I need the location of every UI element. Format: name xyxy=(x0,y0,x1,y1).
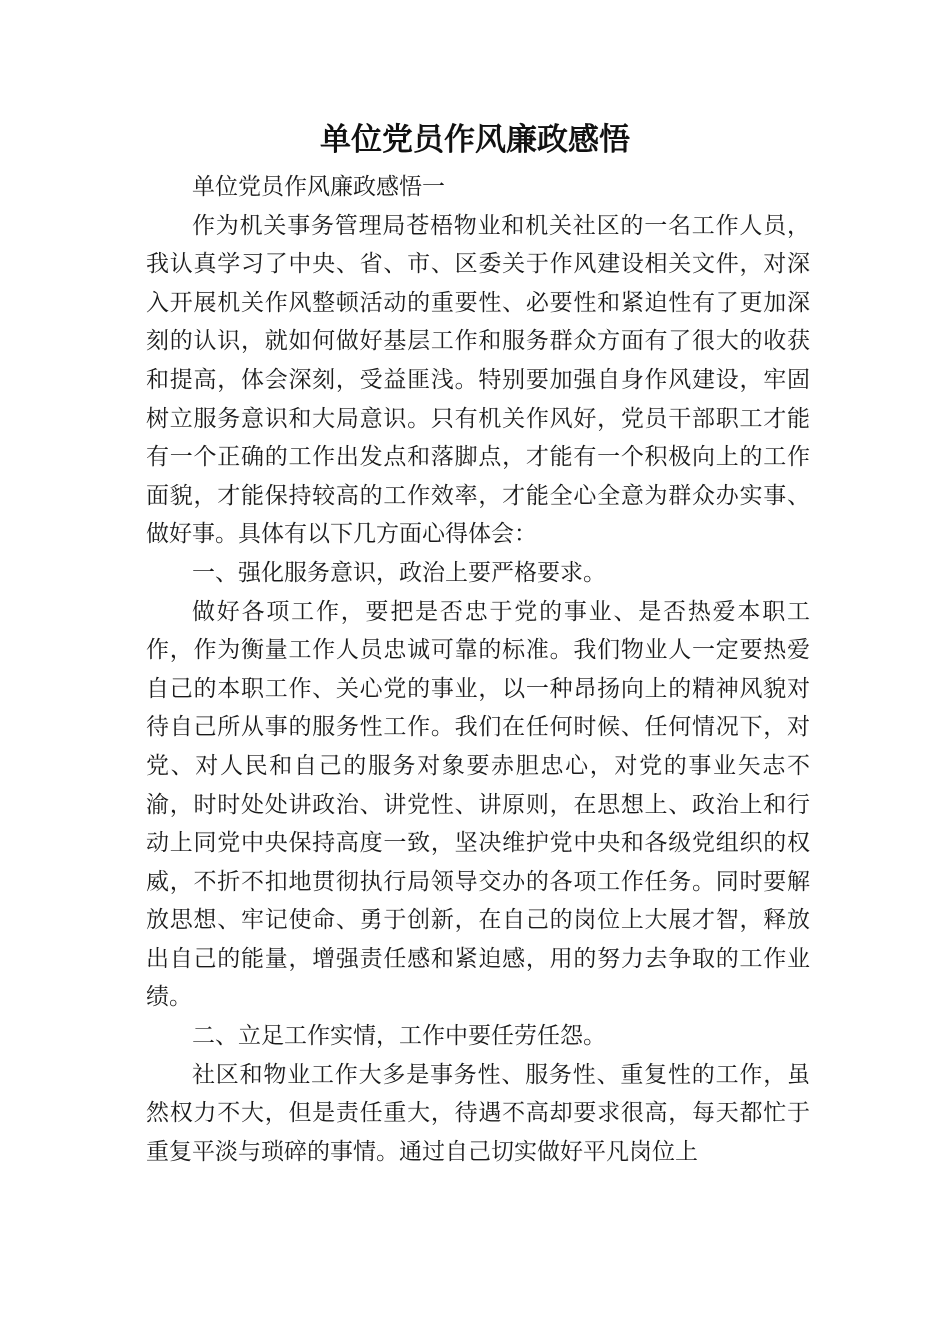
document-body xyxy=(146,168,810,1171)
subtitle-paragraph: 单位党员作风廉政感悟一 xyxy=(192,174,445,200)
section-heading-2: 二、立足工作实情，工作中要任劳任怨。 xyxy=(192,1023,606,1050)
section-2-paragraph: 社区和物业工作大多是事务性、服务性、重复性的工作，虽然权力不大，但是责任重大，待遇不高却要求很高，每天都忙于重复平淡与琐碎的事情。通过自己切实做好平凡岗位上 xyxy=(146,1061,810,1165)
section-1-paragraph: 做好各项工作，要把是否忠于党的事业、是否热爱本职工作，作为衡量工作人员忠诚可靠的标准。我们物业人一定要热爱自己的本职工作、关心党的事业，以一种昂扬向上的精神风貌对待自己所从事的服务性工作。我们在任何时候、任何情况下，对党、对人民和自己的服务对象要赤胆忠心，对党的事业矢志不渝，时时处处讲政治、讲党性、讲原则，在思想上、政治上和行动上同党中央保持高度一致，坚决维护党中央和各级党组织的权威，不折不扣地贯彻执行局领导交办的各项工作任务。同时要解放思想、牢记使命、勇于创新，在自己的岗位上大展才智，释放出自己的能量，增强责任感和紧迫感，用的努力去争取的工作业绩。 xyxy=(146,598,810,1011)
intro-paragraph: 作为机关事务管理局苍梧物业和机关社区的一名工作人员，我认真学习了中央、省、市、区委关于作风建设相关文件，对深入开展机关作风整顿活动的重要性、必要性和紧迫性有了更加深刻的认识，就如何做好基层工作和服务群众方面有了很大的收获和提高，体会深刻，受益匪浅。特别要加强自身作风建设，牢固树立服务意识和大局意识。只有机关作风好，党员干部职工才能有一个正确的工作出发点和落脚点，才能有一个积极向上的工作面貌，才能保持较高的工作效率，才能全心全意为群众办实事、做好事。具体有以下几方面心得体会： xyxy=(146,212,810,548)
document-title: 单位党员作风廉政感悟 xyxy=(320,122,630,158)
section-heading-1: 一、强化服务意识，政治上要严格要求。 xyxy=(192,559,606,586)
